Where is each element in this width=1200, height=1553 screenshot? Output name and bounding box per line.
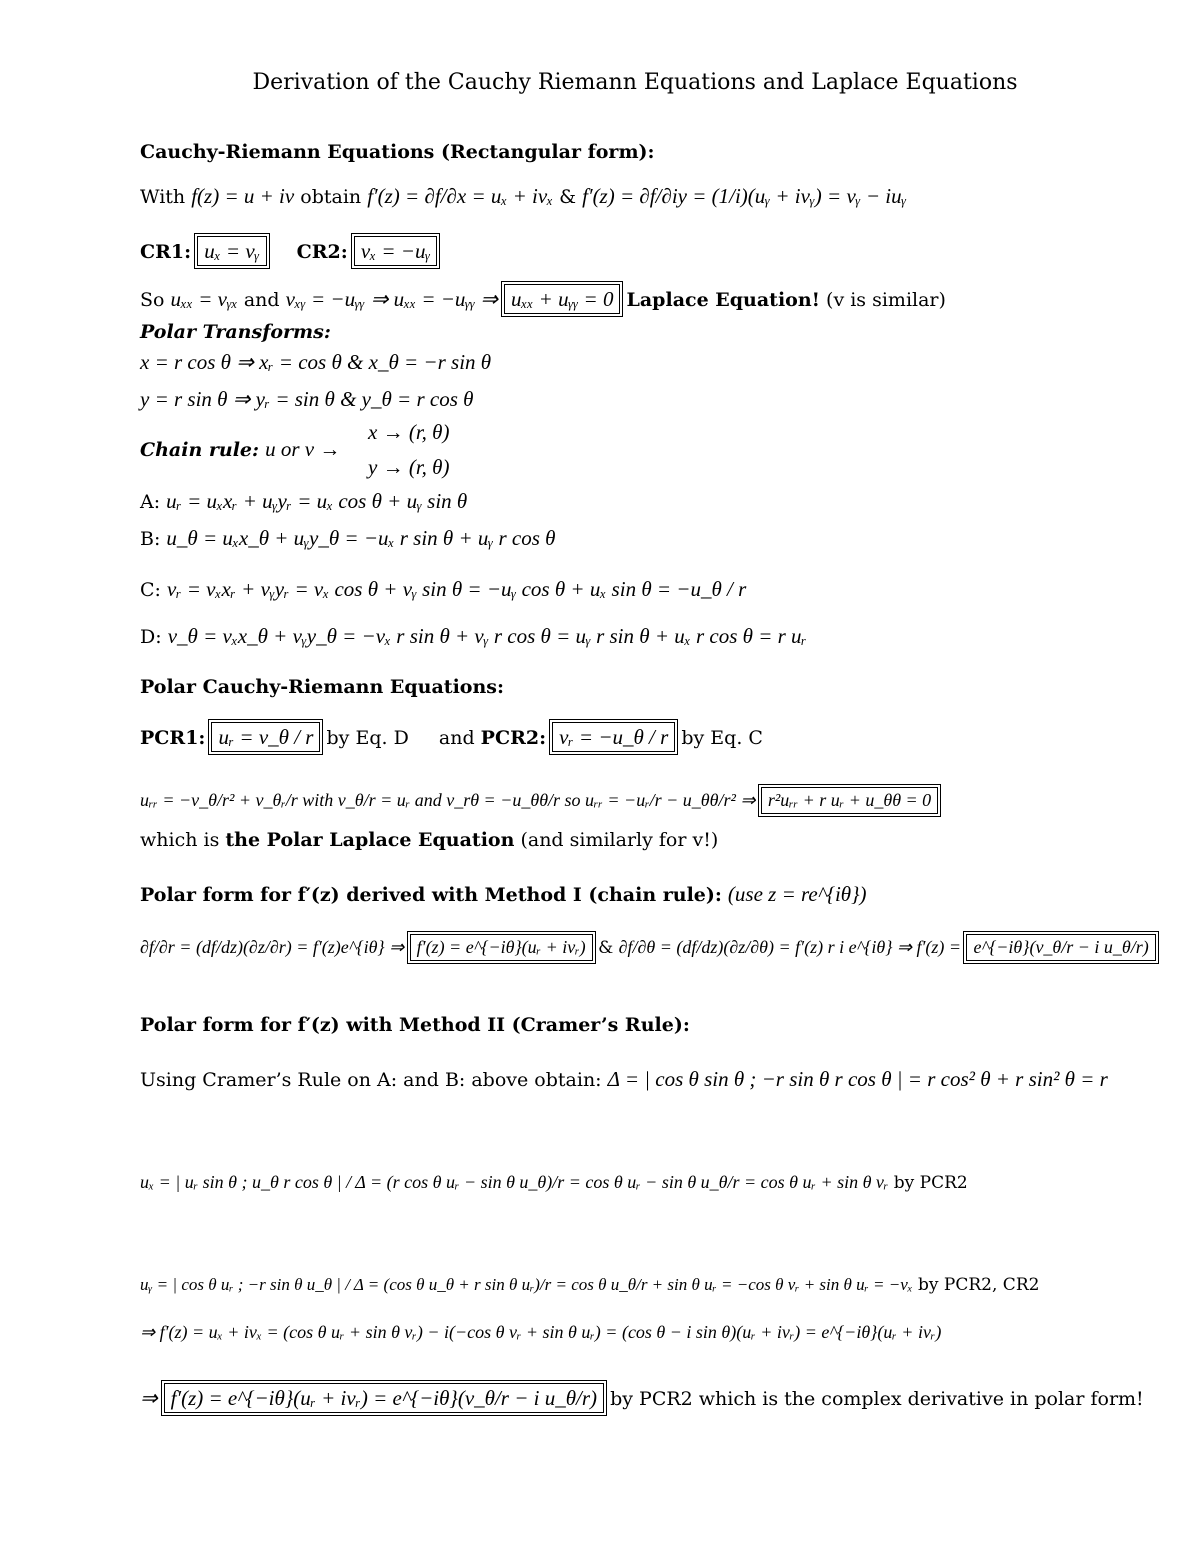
method1-heading-line [140, 882, 867, 907]
final-result-text: by PCR2 which is the complex derivative in polar form! [610, 1388, 1144, 1410]
cr-rect-derivative-line [140, 184, 906, 209]
uy-line [140, 1275, 1039, 1296]
eq-a-line [140, 489, 467, 514]
polar-transform-x: x = r cos θ ⇒ xᵣ = cos θ & x_θ = −r sin θ [140, 350, 492, 374]
final-result-line [140, 1383, 1144, 1413]
chain-rule-bottom: y → (r, θ) [368, 455, 450, 479]
polar-laplace-steps: uᵣᵣ = −v_θ/r² + v_θᵣ/r with v_θ/r = uᵣ and v_rθ = −u_θθ/r so uᵣᵣ = −uᵣ/r − u_θθ/r² ⇒ [140, 790, 756, 810]
ux-line [140, 1172, 968, 1194]
derivative-x: f′(z) = ∂f/∂x = uₓ + ivₓ [367, 184, 554, 208]
eq-b-line [140, 526, 555, 551]
laplace-label: Laplace Equation! [626, 289, 820, 311]
by-eq-d: by Eq. D [326, 727, 409, 749]
polar-transform-y: y = r sin θ ⇒ yᵣ = sin θ & y_θ = r cos θ [140, 387, 474, 411]
v-similar: (v is similar) [826, 289, 946, 311]
polar-laplace-name: the Polar Laplace Equation [225, 829, 515, 851]
method1-amp: & [598, 938, 614, 958]
method2-heading: Polar form for f′(z) with Method II (Cramer’s Rule): [140, 1014, 690, 1036]
method1-use: (use z = re^{iθ}) [727, 882, 867, 906]
similarly-v: (and similarly for v!) [520, 829, 719, 851]
method1-eq-right: ∂f/∂θ = (df/dz)(∂z/∂θ) = f′(z) r i e^{iθ} ⇒ f′(z) = [618, 937, 962, 957]
method1-eq-left: ∂f/∂r = (df/dz)(∂z/∂r) = f′(z)e^{iθ} ⇒ [140, 937, 405, 957]
eq-b-label: B: [140, 528, 161, 550]
polar-transforms-heading: Polar Transforms: [140, 321, 331, 343]
eq-a: uᵣ = uₓxᵣ + uᵧyᵣ = uₓ cos θ + uᵧ sin θ [166, 489, 468, 513]
so-text: So [140, 289, 165, 311]
uy-by: by PCR2, CR2 [918, 1275, 1040, 1295]
eq-d-label: D: [140, 626, 162, 648]
chain-rule-expr: u or v → [265, 437, 341, 461]
cr1-box: uₓ = vᵧ [197, 236, 266, 266]
final-result-box: f′(z) = e^{−iθ}(uᵣ + ivᵣ) = e^{−iθ}(v_θ/r − i u_θ/r) [164, 1383, 604, 1413]
method2-delta-line [140, 1067, 1108, 1092]
eq-a-label: A: [140, 491, 161, 513]
fz-definition: f(z) = u + iv [191, 184, 295, 208]
with-text: With [140, 186, 186, 208]
method2-using: Using Cramer’s Rule on A: and B: above obtain: [140, 1069, 602, 1091]
pcr2-box: vᵣ = −u_θ / r [552, 722, 675, 752]
ux-equation: uₓ = | uᵣ sin θ ; u_θ r cos θ | / Δ = (r cos θ uᵣ − sin θ u_θ)/r = cos θ uᵣ − sin θ u_θ/r = cos θ uᵣ + sin θ vᵣ [140, 1172, 889, 1192]
obtain-text: obtain [300, 186, 362, 208]
cr2-label: CR2: [296, 241, 348, 263]
eq-c-line [140, 577, 746, 602]
chain-rule-label: Chain rule: [140, 439, 260, 461]
polar-laplace-caption [140, 830, 718, 852]
cr1-label: CR1: [140, 241, 192, 263]
method1-box2: e^{−iθ}(v_θ/r − i u_θ/r) [966, 934, 1155, 961]
polar-laplace-derivation [140, 787, 938, 814]
final-derivation: ⇒ f′(z) = uₓ + ivₓ = (cos θ uᵣ + sin θ vᵣ) − i(−cos θ vᵣ + sin θ uᵣ) = (cos θ − i sin θ)(uᵣ + ivᵣ) = e^{−iθ}(uᵣ + ivᵣ) [140, 1322, 942, 1342]
eq-c-label: C: [140, 579, 161, 601]
chain-rule-line [140, 437, 340, 462]
method1-equation-line [140, 934, 1156, 961]
method2-delta: Δ = | cos θ sin θ ; −r sin θ r cos θ | = r cos² θ + r sin² θ = r [607, 1067, 1108, 1091]
method1-box1: f′(z) = e^{−iθ}(uᵣ + ivᵣ) [410, 934, 593, 961]
so-eq1: uₓₓ = vᵧₓ [170, 287, 238, 311]
polar-laplace-box: r²uᵣᵣ + r uᵣ + u_θθ = 0 [761, 787, 938, 814]
uy-equation: uᵧ = | cos θ uᵣ ; −r sin θ u_θ | / Δ = (cos θ u_θ + r sin θ uᵣ)/r = cos θ u_θ/r + sin θ uᵣ = −cos θ vᵣ + sin θ uᵣ = −vₓ [140, 1275, 913, 1294]
eq-c: vᵣ = vₓxᵣ + vᵧyᵣ = vₓ cos θ + vᵧ sin θ = −uᵧ cos θ + uₓ sin θ = −u_θ / r [167, 577, 747, 601]
pcr-and: and [438, 727, 475, 749]
pcr-line [140, 722, 763, 752]
cr-equations-line [140, 236, 437, 266]
laplace-line [140, 284, 946, 314]
derivative-y: f′(z) = ∂f/∂iy = (1/i)(uᵧ + ivᵧ) = vᵧ − iuᵧ [582, 184, 907, 208]
polar-cr-heading: Polar Cauchy-Riemann Equations: [140, 676, 504, 698]
so-eq3: ⇒ uₓₓ = −uᵧᵧ ⇒ [370, 287, 498, 311]
cr-rect-heading: Cauchy-Riemann Equations (Rectangular form): [140, 141, 655, 163]
which-is: which is [140, 829, 220, 851]
laplace-box: uₓₓ + uᵧᵧ = 0 [504, 284, 620, 314]
cr2-box: vₓ = −uᵧ [354, 236, 437, 266]
page-title: Derivation of the Cauchy Riemann Equations and Laplace Equations [252, 70, 1018, 95]
chain-rule-top: x → (r, θ) [368, 420, 450, 444]
by-eq-c: by Eq. C [681, 727, 763, 749]
pcr1-box: uᵣ = v_θ / r [211, 722, 320, 752]
eq-d-line [140, 624, 807, 649]
amp: & [559, 186, 577, 208]
pcr2-label: PCR2: [480, 727, 547, 749]
eq-d: v_θ = vₓx_θ + vᵧy_θ = −vₓ r sin θ + vᵧ r cos θ = uᵧ r sin θ + uₓ r cos θ = r uᵣ [167, 624, 807, 648]
eq-b: u_θ = uₓx_θ + uᵧy_θ = −uₓ r sin θ + uᵧ r cos θ [166, 526, 556, 550]
ux-by: by PCR2 [893, 1173, 968, 1193]
pcr1-label: PCR1: [140, 727, 206, 749]
final-arrow: ⇒ [140, 1386, 158, 1410]
method1-heading: Polar form for f′(z) derived with Method I (chain rule): [140, 884, 722, 906]
so-eq2: vₓᵧ = −uᵧᵧ [285, 287, 365, 311]
and-text: and [243, 289, 280, 311]
